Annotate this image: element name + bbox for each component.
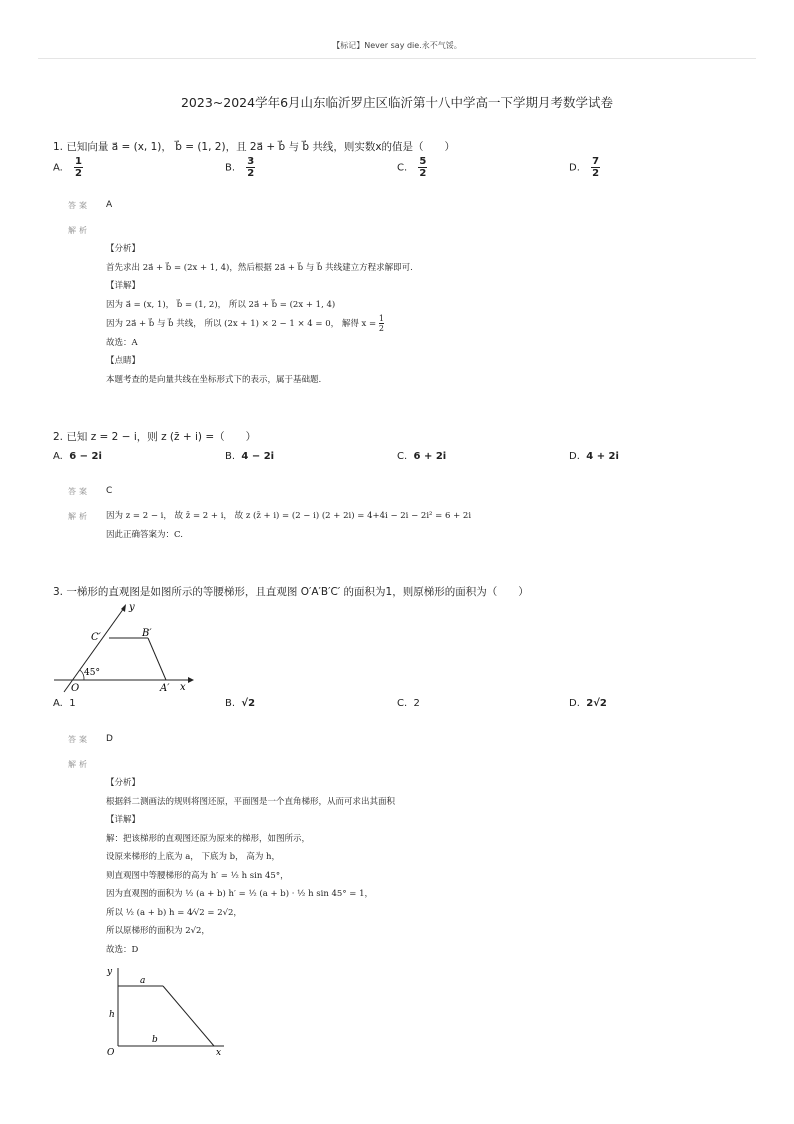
q3-option-d[interactable]: D. 2√2 [569, 698, 607, 709]
q2-option-c[interactable]: C. 6 + 2i [397, 451, 447, 462]
question-3-stem: 3. 一梯形的直观图是如图所示的等腰梯形，且直观图 O′A′B′C′ 的面积为1，则原梯形的面积为（ ） [53, 586, 529, 598]
page-title: 2023~2024学年6月山东临沂罗庄区临沂第十八中学高一下学期月考数学试卷 [180, 95, 614, 110]
fig2-label-h: h [109, 1010, 115, 1020]
q1-answer-label: 答案 [68, 201, 90, 210]
header-divider [38, 58, 756, 59]
fig-label-x: x [180, 682, 186, 693]
segment-ba [148, 638, 166, 680]
fig-label-angle: 45° [84, 668, 100, 678]
q2-answer: C [106, 486, 113, 496]
question-2-stem: 2. 已知 z = 2 − i，则 z (z̄ + i) =（ ） [53, 431, 257, 443]
y-axis [64, 608, 124, 692]
q1-option-a[interactable]: A. $\frac{1}{2}$ [53, 156, 82, 179]
fig2-label-b: b [152, 1035, 158, 1045]
q2-analysis-label: 解析 [68, 512, 90, 521]
q3-analysis-label: 解析 [68, 760, 90, 769]
x-axis-arrow [188, 677, 194, 683]
fig2-label-x: x [216, 1048, 222, 1058]
q1-solution: 【分析】 首先求出 2a⃗ + b⃗ = (2x + 1, 4)，然后根据 2a⃗ + b⃗ 与 b⃗ 共线建立方程求解即可. 【详解】 因为 a⃗ = (x, 1)， b⃗ = (1, 2)， 所以 2a⃗ + b⃗ = (2x + 1, 4) 因为 2a⃗ + b⃗ 与 b⃗ 共线， 所以 (2x + 1) × 2 − 1 × 4 = 0， 解得 x = $\frac{1}{2}$ 故选：A 【点睛】 本题考查的是向量共线在坐标形式下的表示，属于基础题. [106, 244, 413, 385]
q1-option-d[interactable]: D. $\frac{7}{2}$ [569, 156, 600, 179]
q1-analysis-label: 解析 [68, 226, 90, 235]
q3-solution: 【分析】 根据斜二测画法的规则将图还原，平面图是一个直角梯形，从而可求出其面积 【详解】 解：把该梯形的直观图还原为原来的梯形，如图所示， 设原来梯形的上底为 a， 下底为 b， 高为 h， 则直观图中等腰梯形的高为 h′ = ½ h sin 45°， 因为直观图的面积为 ½ (a + b) h′ = ½ (a + b) · ½ h sin 45° = 1， 所以 ½ (a + b) h = 4⁄√2 = 2√2， 所以原梯形的面积为 2√2， 故选：D [106, 778, 396, 955]
fig-label-b: B′ [142, 628, 152, 639]
q2-answer-label: 答案 [68, 487, 90, 496]
fig2-slant-side [163, 986, 214, 1046]
fig-label-o: O [71, 683, 80, 694]
question-1-stem: 1. 已知向量 a⃗ = (x, 1)， b⃗ = (1, 2)，且 2a⃗ + b⃗ 与 b⃗ 共线，则实数x的值是（ ） [53, 141, 456, 153]
fig-label-a: A′ [160, 683, 170, 694]
fig2-label-o: O [107, 1048, 115, 1058]
fig2-label-a: a [140, 976, 146, 986]
q3-answer-label: 答案 [68, 735, 90, 744]
q2-solution: 因为 z = 2 − i， 故 z̄ = 2 + i， 故 z (z̄ + i) = (2 − i) (2 + 2i) = 4+4i − 2i − 2i² = 6 + 2i 因此正确答案为：C. [106, 511, 472, 540]
q2-option-a[interactable]: A. 6 − 2i [53, 451, 102, 462]
page-header: 【标记】Never say die.永不气馁。 [332, 41, 462, 50]
q1-option-c[interactable]: C. $\frac{5}{2}$ [397, 156, 427, 179]
q3-option-c[interactable]: C. 2 [397, 698, 420, 709]
q3-option-b[interactable]: B. √2 [225, 698, 256, 709]
q1-answer: A [106, 200, 113, 210]
q3-answer: D [106, 734, 113, 744]
fig-label-y: y [129, 602, 135, 613]
q1-option-b[interactable]: B. $\frac{3}{2}$ [225, 156, 255, 179]
q3-oblique-trapezoid-figure [50, 598, 200, 694]
q2-option-b[interactable]: B. 4 − 2i [225, 451, 275, 462]
fig2-label-y: y [107, 967, 113, 977]
q2-option-d[interactable]: D. 4 + 2i [569, 451, 619, 462]
q3-restored-trapezoid-figure [100, 962, 230, 1060]
q3-option-a[interactable]: A. 1 [53, 698, 76, 709]
fig-label-c: C′ [91, 632, 101, 643]
